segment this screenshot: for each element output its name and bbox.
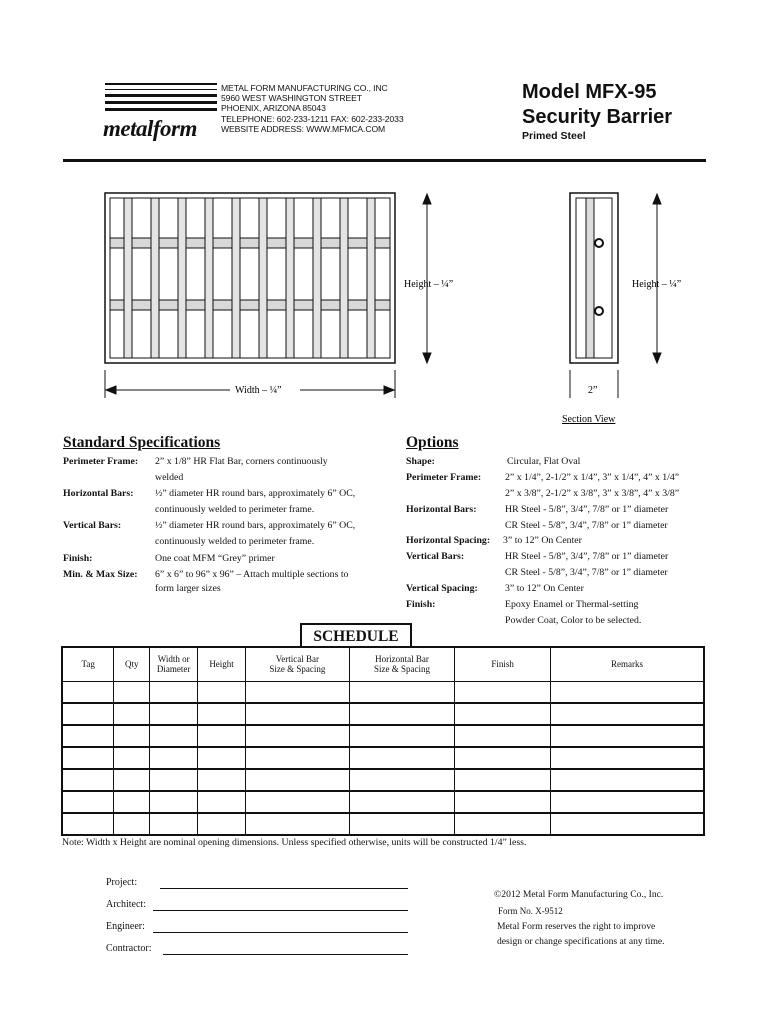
table-cell[interactable] — [246, 681, 350, 703]
table-row — [62, 791, 704, 813]
table-cell[interactable] — [455, 769, 551, 791]
disclaimer — [497, 919, 665, 949]
table-cell[interactable] — [246, 791, 350, 813]
table-cell[interactable] — [246, 747, 350, 769]
height-label-front: Height – ¼” — [404, 279, 454, 290]
engineer-field[interactable] — [153, 932, 408, 933]
architect-field[interactable] — [153, 910, 408, 911]
contractor-field[interactable] — [163, 954, 408, 955]
spec-label: Finish: — [63, 553, 93, 564]
table-cell[interactable] — [349, 747, 455, 769]
section-elevation — [570, 193, 618, 363]
col-header-horizontal-bar: Horizontal Bar Size & Spacing — [349, 647, 455, 681]
table-cell[interactable] — [349, 791, 455, 813]
table-cell[interactable] — [62, 769, 114, 791]
product-name: Security Barrier — [522, 106, 673, 128]
option-label: Vertical Spacing: — [406, 583, 478, 594]
spec-value: 2” x 1/8” HR Flat Bar, corners continuously — [155, 456, 328, 467]
table-cell[interactable] — [551, 747, 705, 769]
option-value: Circular, Flat Oval — [507, 456, 581, 467]
table-row — [62, 813, 704, 835]
table-cell[interactable] — [62, 681, 114, 703]
option-value: 2” x 1/4”, 2-1/2” x 1/4”, 3” x 1/4”, 4” x 1/4” — [505, 472, 680, 483]
header-divider — [63, 159, 706, 162]
spec-label: Perimeter Frame: — [63, 456, 139, 467]
table-cell[interactable] — [455, 681, 551, 703]
form-number: Form No. X-9512 — [498, 906, 563, 916]
disclaimer-line: design or change specifications at any time. — [497, 936, 665, 947]
option-value: 2” x 3/8”, 2-1/2” x 3/8”, 3” x 3/8”, 4” x 3/8” — [505, 488, 680, 499]
table-row — [62, 747, 704, 769]
option-label: Shape: — [406, 456, 435, 467]
depth-label: 2” — [588, 385, 598, 396]
table-cell[interactable] — [114, 681, 150, 703]
schedule-title: SCHEDULE — [300, 623, 412, 647]
project-label: Project: — [106, 877, 138, 888]
table-cell[interactable] — [551, 725, 705, 747]
company-website: WEBSITE ADDRESS: WWW.MFMCA.COM — [221, 123, 386, 134]
company-address — [221, 83, 404, 134]
option-label: Horizontal Spacing: — [406, 535, 491, 546]
spec-label: Horizontal Bars: — [63, 488, 134, 499]
table-cell[interactable] — [198, 703, 246, 725]
logo-stripes — [105, 83, 217, 115]
barrier-diagram — [0, 180, 770, 430]
table-cell[interactable] — [62, 813, 114, 835]
table-cell[interactable] — [198, 681, 246, 703]
engineer-label: Engineer: — [106, 921, 145, 932]
product-subtitle: Primed Steel — [522, 130, 586, 142]
spec-value: One coat MFM “Grey” primer — [155, 553, 275, 564]
width-label: Width – ¼” — [235, 385, 282, 396]
option-value: Powder Coat, Color to be selected. — [505, 615, 642, 626]
architect-label: Architect: — [106, 899, 146, 910]
col-header-tag: Tag — [62, 647, 114, 681]
option-value: 3” to 12” On Center — [505, 583, 584, 594]
spec-value: continuously welded to perimeter frame. — [155, 504, 315, 515]
company-name: METAL FORM MANUFACTURING CO., INC — [221, 83, 388, 93]
spec-value: 6” x 6” to 96” x 96” – Attach multiple sections to — [155, 569, 349, 580]
table-cell[interactable] — [246, 769, 350, 791]
table-cell[interactable] — [114, 747, 150, 769]
table-cell[interactable] — [455, 813, 551, 835]
table-cell[interactable] — [114, 813, 150, 835]
dimensions-note: Note: Width x Height are nominal opening dimensions. Unless specified otherwise, units will be constructed 1/4” less. — [62, 837, 527, 848]
table-cell[interactable] — [150, 769, 198, 791]
table-cell[interactable] — [198, 813, 246, 835]
table-cell[interactable] — [551, 769, 705, 791]
option-label: Finish: — [406, 599, 436, 610]
table-cell[interactable] — [349, 813, 455, 835]
table-cell[interactable] — [198, 747, 246, 769]
table-cell[interactable] — [114, 703, 150, 725]
spec-value: ½” diameter HR round bars, approximately 6” OC, — [155, 488, 356, 499]
table-cell[interactable] — [349, 769, 455, 791]
table-cell[interactable] — [150, 681, 198, 703]
table-row — [62, 769, 704, 791]
table-cell[interactable] — [246, 725, 350, 747]
table-cell[interactable] — [114, 769, 150, 791]
table-cell[interactable] — [551, 791, 705, 813]
table-cell[interactable] — [198, 769, 246, 791]
table-cell[interactable] — [62, 747, 114, 769]
table-cell[interactable] — [246, 813, 350, 835]
table-row — [62, 681, 704, 703]
table-cell[interactable] — [455, 725, 551, 747]
company-city: PHOENIX, ARIZONA 85043 — [221, 103, 326, 114]
option-label: Vertical Bars: — [406, 551, 465, 562]
copyright: ©2012 Metal Form Manufacturing Co., Inc. — [494, 889, 664, 900]
table-cell[interactable] — [198, 791, 246, 813]
model-title — [522, 80, 672, 130]
table-cell[interactable] — [455, 747, 551, 769]
table-row — [62, 725, 704, 747]
company-phone: TELEPHONE: 602-233-1211 FAX: 602-233-2033 — [221, 113, 404, 124]
spec-value: form larger sizes — [155, 583, 221, 594]
project-field[interactable] — [160, 888, 408, 889]
table-cell[interactable] — [551, 813, 705, 835]
option-value: HR Steel - 5/8”, 3/4”, 7/8” or 1” diameter — [505, 504, 669, 515]
table-cell[interactable] — [150, 725, 198, 747]
table-cell[interactable] — [551, 681, 705, 703]
table-row — [62, 703, 704, 725]
table-cell[interactable] — [455, 791, 551, 813]
table-cell[interactable] — [349, 725, 455, 747]
spec-value: welded — [155, 472, 184, 483]
company-logo: metalform — [103, 116, 197, 141]
col-header-remarks: Remarks — [551, 647, 705, 681]
section-view-label: Section View — [562, 414, 616, 425]
table-cell[interactable] — [349, 703, 455, 725]
company-street: 5960 WEST WASHINGTON STREET — [221, 93, 362, 104]
contractor-label: Contractor: — [106, 943, 152, 954]
option-value: Epoxy Enamel or Thermal-setting — [505, 599, 639, 610]
table-cell[interactable] — [150, 703, 198, 725]
table-cell[interactable] — [114, 791, 150, 813]
table-cell[interactable] — [150, 813, 198, 835]
spec-label: Min. & Max Size: — [63, 569, 138, 580]
table-cell[interactable] — [198, 725, 246, 747]
table-cell[interactable] — [150, 791, 198, 813]
schedule-body — [62, 681, 704, 835]
table-cell[interactable] — [62, 703, 114, 725]
table-cell[interactable] — [551, 703, 705, 725]
table-cell[interactable] — [62, 791, 114, 813]
front-elevation — [105, 193, 395, 363]
col-header-height: Height — [198, 647, 246, 681]
schedule-header-row — [62, 647, 704, 681]
option-value: CR Steel - 5/8”, 3/4”, 7/8” or 1” diameter — [505, 520, 668, 531]
table-cell[interactable] — [455, 703, 551, 725]
table-cell[interactable] — [349, 681, 455, 703]
standard-specs-title: Standard Specifications — [63, 434, 221, 451]
spec-label: Vertical Bars: — [63, 520, 122, 531]
option-label: Horizontal Bars: — [406, 504, 477, 515]
height-label-section: Height – ¼” — [632, 279, 682, 290]
option-value: 3” to 12” On Center — [503, 535, 582, 546]
col-header-finish: Finish — [455, 647, 551, 681]
col-header-width: Width or Diameter — [150, 647, 198, 681]
spec-value: ½” diameter HR round bars, approximately 6” OC, — [155, 520, 356, 531]
option-value: HR Steel - 5/8”, 3/4”, 7/8” or 1” diameter — [505, 551, 669, 562]
standard-specs-list — [63, 454, 403, 604]
col-header-qty: Qty — [114, 647, 150, 681]
table-cell[interactable] — [150, 747, 198, 769]
table-cell[interactable] — [62, 725, 114, 747]
options-list — [406, 454, 716, 634]
table-cell[interactable] — [246, 703, 350, 725]
spec-value: continuously welded to perimeter frame. — [155, 536, 315, 547]
schedule-table — [61, 646, 705, 836]
option-value: CR Steel - 5/8”, 3/4”, 7/8” or 1” diameter — [505, 567, 668, 578]
disclaimer-line: Metal Form reserves the right to improve — [497, 921, 656, 932]
options-title: Options — [406, 434, 459, 451]
col-header-vertical-bar: Vertical Bar Size & Spacing — [246, 647, 350, 681]
option-label: Perimeter Frame: — [406, 472, 482, 483]
model-number: Model MFX-95 — [522, 81, 657, 103]
table-cell[interactable] — [114, 725, 150, 747]
